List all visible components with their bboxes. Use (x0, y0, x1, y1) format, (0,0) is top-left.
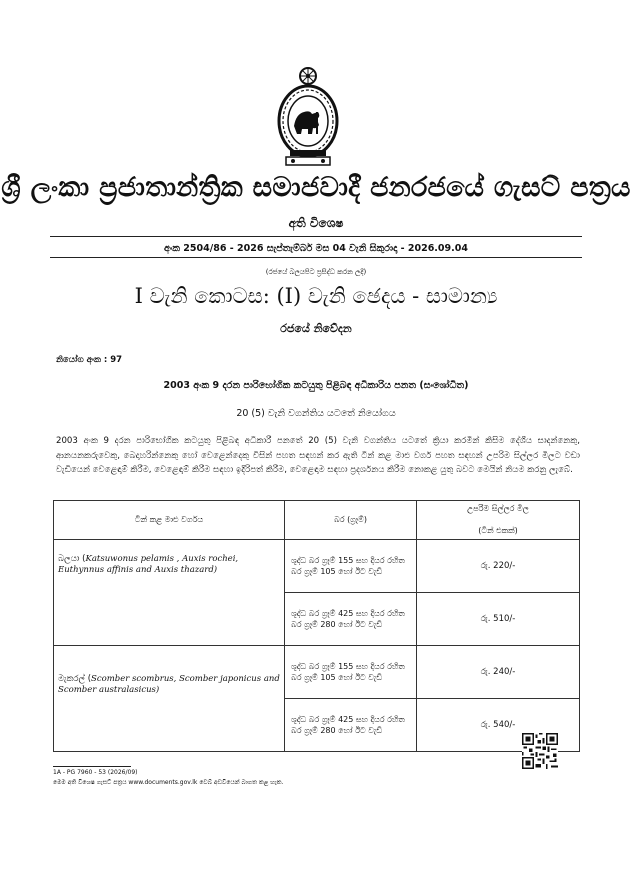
fish-local-name: බලයා ( (58, 554, 86, 564)
price-cell: රු. 220/- (417, 540, 580, 593)
order-paragraph: 2003 අංක 9 දරන පාරිභෝගික කටයුතු පිළිබඳ අධිකාරී පනතේ 20 (5) වැනි වගන්තිය යටතේ ක්‍රියා කරමින් කිසිම දේශීය සාදන්නෙකු, ආනයනකරුවෙකු, බෙදාහරින්නෙකු හෝ වෙළෙන්දෙකු විසින් පහත සඳහන් කර ඇති ටින් කළ මාළු වර්ග පහත සඳහන් උපරිම සිල්ලර මිලට වඩා වැඩියෙන් වෙළෙඳාම් කිරීම, වෙළෙඳාම් කිරීම සඳහා ඉදිරිපත් කිරීම, වෙළෙඳාම සඳහා ප්‍රදර්ශනය කිරීම නොකළ යුතු බවට මෙයින් නියම කරනු ලැබේ. (56, 436, 580, 475)
header-rule-bottom (50, 257, 582, 258)
weight-cell: ශුද්ධ බර ග්‍රෑම් 155 සහ දියර රහිත බර ග්‍රෑම් 105 හෝ ඊට වැඩි (285, 646, 417, 699)
price-cell: රු. 510/- (417, 593, 580, 646)
act-heading: 2003 අංක 9 දරන පාරිභෝගික කටයුතු පිළිබඳ අධිකාරිය පනත (සංශෝධිත) (163, 380, 469, 391)
column-header-max-price (417, 501, 580, 540)
sri-lanka-emblem-icon (276, 64, 340, 170)
extraordinary-label: අති විශෙෂ (288, 216, 344, 230)
column-header-weight: බර (ග්‍රෑම්) (285, 501, 417, 540)
table-row (54, 646, 580, 699)
order-number: නියෝග අංක : 97 (56, 355, 123, 365)
fish-local-name: මැකරල් ( (58, 674, 92, 684)
qr-code-icon (522, 733, 558, 769)
fish-scientific-name: Scomber scombrus, Scomber japonicus and Scomber australasicus) (58, 674, 280, 695)
authority-line: (රජයේ බලයපිට ප්‍රසිද්ධ කරන ලදී) (265, 268, 367, 276)
max-price-header-line2: (ටින් එකක්) (478, 526, 518, 535)
fish-type-cell (54, 646, 285, 752)
gazette-title: ශ්‍රී ලංකා ප්‍රජාතාන්ත්‍රික සමාජවාදී ජනරජයේ ගැසට් පත්‍රය (1, 172, 631, 203)
max-price-header-line1: උපරිම සිල්ලර මිල (467, 504, 529, 513)
table-header-row (54, 501, 580, 540)
government-notice-heading: රජයේ නිවේදන (280, 322, 352, 335)
price-table (53, 500, 580, 752)
weight-cell: ශුද්ධ බර ග්‍රෑම් 425 සහ දියර රහිත බර ග්‍රෑම් 280 හෝ ඊට වැඩි (285, 593, 417, 646)
table-row (54, 540, 580, 593)
footer-download-note: මෙම අති විශෙෂ ගැසට් පත්‍රය www.documents.gov.lk වෙබ් අඩවියෙන් බාගත කළ හැක. (53, 779, 284, 786)
footer-rule (53, 766, 131, 767)
fish-type-cell (54, 540, 285, 646)
issue-line: අංක 2504/86 - 2026 සැප්තැම්බර් මස 04 වැනි සිකුරාදා - 2026.09.04 (164, 243, 468, 254)
part-title: I වැනි කොටස: (I) වැනි ඡෙදය - සාමාන්‍ය (134, 284, 498, 308)
column-header-fish-type: ටින් කළ මාළු වර්ගය (54, 501, 285, 540)
weight-cell: ශුද්ධ බර ග්‍රෑම් 155 සහ දියර රහිත බර ග්‍රෑම් 105 හෝ ඊට වැඩි (285, 540, 417, 593)
price-cell: රු. 240/- (417, 646, 580, 699)
section-subheading: 20 (5) වැනි වගන්තිය යටතේ නියෝගය (236, 408, 396, 419)
weight-cell: ශුද්ධ බර ග්‍රෑම් 425 සහ දියර රහිත බර ග්‍රෑම් 280 හෝ ඊට වැඩි (285, 699, 417, 752)
price-cell: රු. 540/- (417, 699, 580, 752)
header-rule-top (50, 236, 582, 237)
fish-scientific-name: Katsuwonus pelamis , Auxis rochei, Euthynnus affinis and Auxis thazard) (58, 554, 239, 575)
footer-print-code: 1A - PG 7960 - 53 (2026/09) (53, 769, 138, 776)
